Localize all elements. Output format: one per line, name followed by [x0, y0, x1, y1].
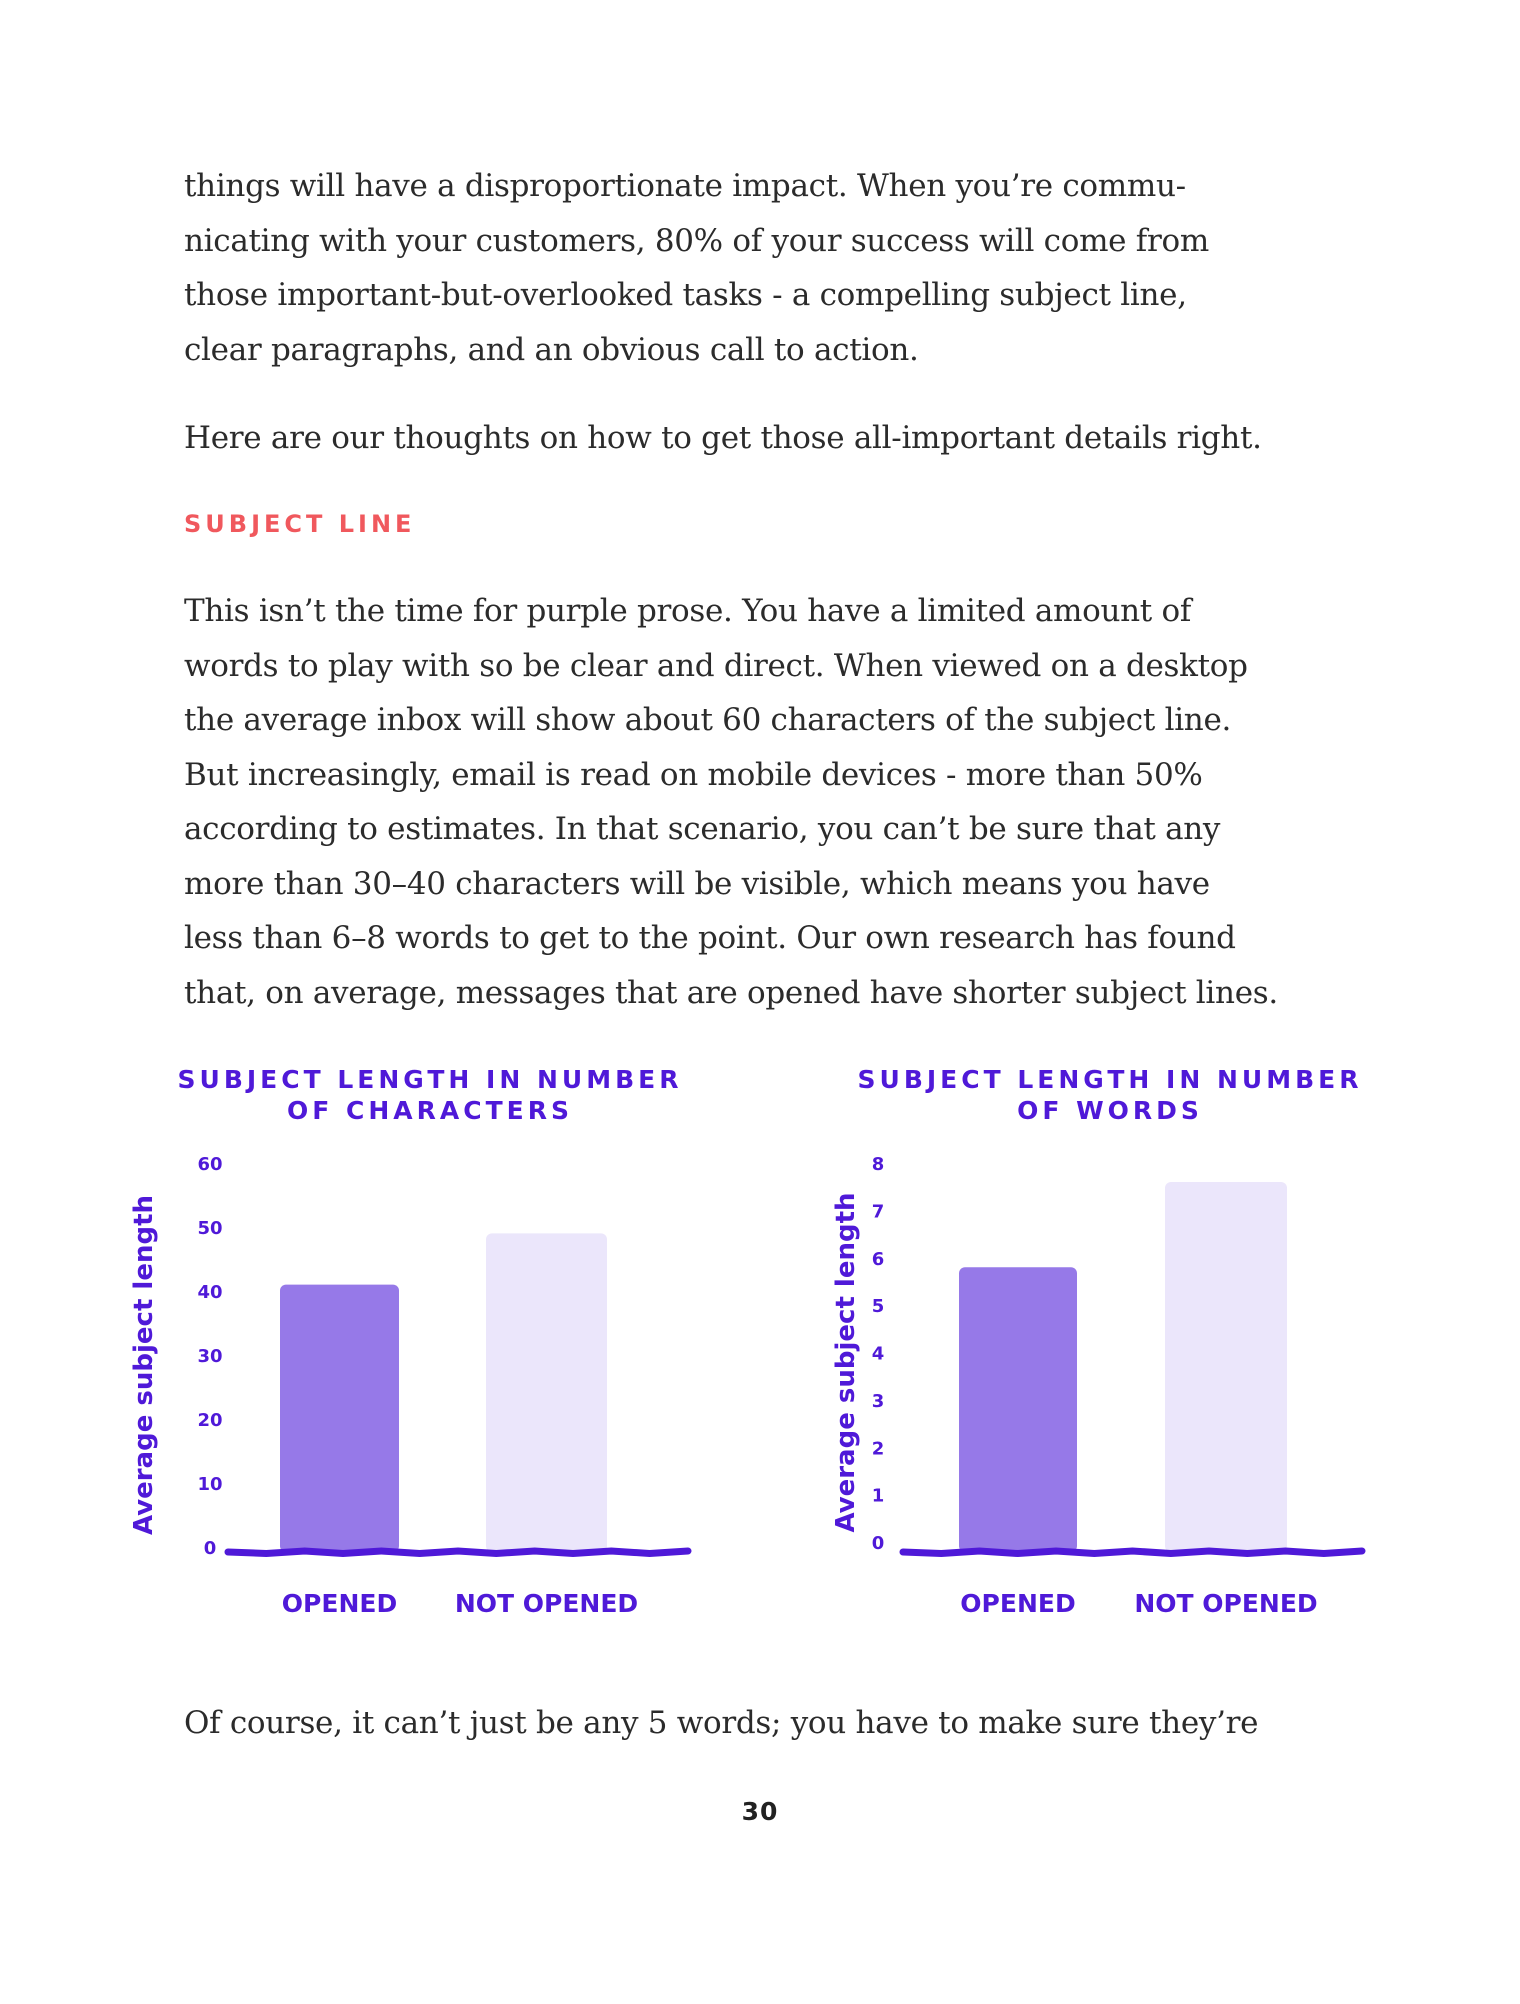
y-tick-label: 30	[197, 1346, 223, 1367]
bar-not-opened	[1165, 1182, 1287, 1552]
y-tick-label: 50	[197, 1218, 223, 1239]
text-line: those important-but-overlooked tasks - a compelling subject line,	[184, 277, 1187, 313]
text-line: Here are our thoughts on how to get those all-important details right.	[184, 420, 1262, 456]
y-tick-label: 0	[871, 1533, 885, 1554]
text-line: Of course, it can’t just be any 5 words; you have to make sure they’re	[184, 1705, 1259, 1741]
category-label: NOT OPENED	[454, 1589, 639, 1618]
lead-in-paragraph	[184, 411, 1354, 466]
bar-not-opened	[486, 1233, 607, 1552]
y-tick-label: 5	[871, 1296, 885, 1318]
y-axis-label: Average subject length	[129, 1194, 159, 1536]
text-line: This isn’t the time for purple prose. You have a limited amount of	[184, 593, 1192, 629]
chart-svg	[100, 1050, 800, 1650]
y-tick-label: 6	[871, 1248, 885, 1270]
category-label: OPENED	[281, 1589, 398, 1618]
closing-paragraph	[184, 1696, 1354, 1751]
y-tick-label: 60	[197, 1154, 223, 1175]
y-tick-label: 10	[197, 1474, 223, 1495]
y-tick-label: 8	[871, 1154, 885, 1175]
y-tick-label: 20	[197, 1410, 223, 1431]
y-tick-label: 3	[871, 1390, 885, 1412]
y-tick-label: 40	[197, 1282, 223, 1303]
category-label: OPENED	[960, 1589, 1076, 1618]
text-line: words to play with so be clear and direct. When viewed on a desktop	[184, 647, 1248, 684]
text-line: less than 6–8 words to get to the point. Our own research has found	[184, 920, 1236, 956]
y-tick-label: 1	[871, 1485, 885, 1507]
x-axis-line	[903, 1551, 1362, 1554]
y-axis-label: Average subject length	[831, 1192, 861, 1533]
chart-title: SUBJECT LENGTH IN NUMBER OF CHARACTERS	[177, 1065, 683, 1125]
y-tick-label: 2	[871, 1438, 885, 1460]
text-line: But increasingly, email is read on mobile devices - more than 50%	[184, 756, 1203, 793]
chart-svg	[780, 1050, 1480, 1650]
chart-words	[780, 1050, 1480, 1650]
category-label: NOT OPENED	[1134, 1589, 1318, 1618]
text-line: that, on average, messages that are opened have shorter subject lines.	[184, 974, 1278, 1011]
bar-opened	[959, 1267, 1077, 1552]
chart-characters	[100, 1050, 800, 1650]
y-tick-label: 0	[203, 1538, 217, 1559]
bar-opened	[280, 1285, 399, 1552]
text-line: more than 30–40 characters will be visible, which means you have	[184, 865, 1210, 902]
subject-paragraph	[184, 584, 1354, 1020]
y-tick-label: 4	[871, 1343, 885, 1365]
chart-title: SUBJECT LENGTH IN NUMBER OF WORDS	[857, 1065, 1363, 1125]
text-line: according to estimates. In that scenario, you can’t be sure that any	[184, 811, 1221, 847]
y-tick-label: 7	[871, 1201, 885, 1223]
x-axis-line	[228, 1551, 688, 1554]
text-line: nicating with your customers, 80% of your success will come from	[184, 222, 1209, 259]
intro-paragraph	[184, 159, 1354, 377]
section-heading: SUBJECT LINE	[184, 510, 416, 538]
text-line: things will have a disproportionate impact. When you’re commu-	[184, 168, 1186, 204]
text-line: the average inbox will show about 60 characters of the subject line.	[184, 702, 1232, 738]
page-number: 30	[741, 1797, 779, 1826]
text-line: clear paragraphs, and an obvious call to action.	[184, 331, 919, 368]
